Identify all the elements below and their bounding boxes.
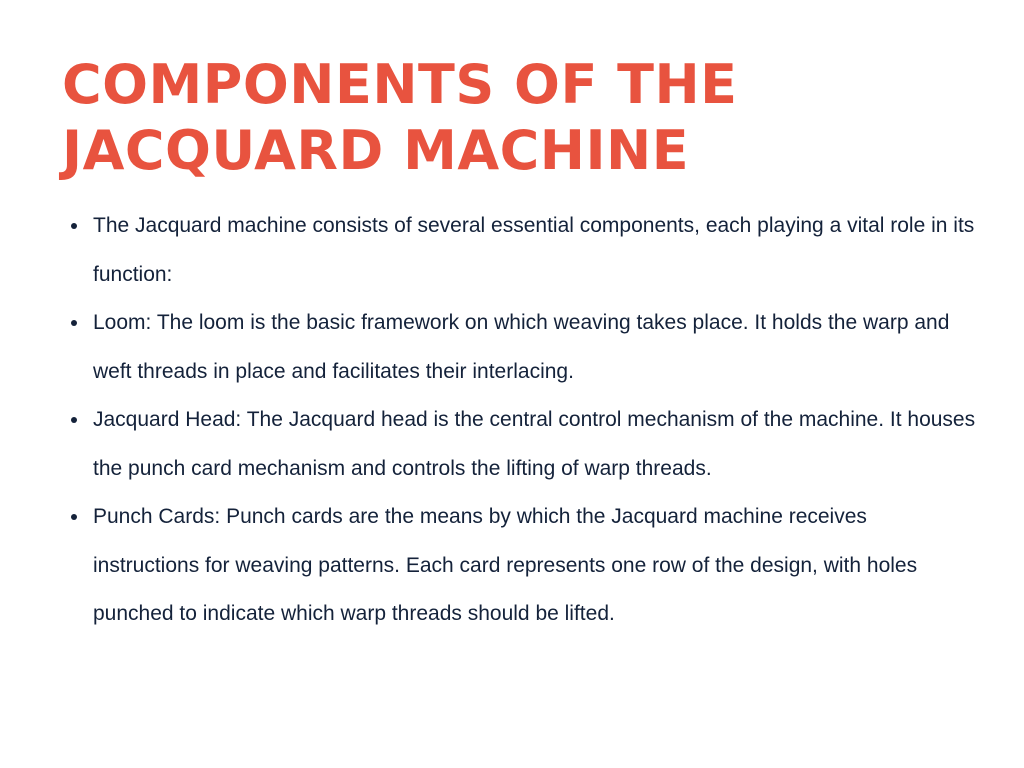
bullet-dot-icon	[71, 320, 77, 326]
list-item	[62, 299, 976, 396]
bullet-dot-icon	[71, 223, 77, 229]
slide-title: COMPONENTS OF THE JACQUARD MACHINE	[62, 53, 738, 182]
list-item	[62, 493, 976, 639]
bullet-text: Punch Cards: Punch cards are the means by which the Jacquard machine receives instructions for weaving patterns. Each card represents one row of the design, with holes punched to indicate which warp threads should be lifted.	[93, 505, 918, 625]
bullet-dot-icon	[71, 417, 77, 423]
bullet-dot-icon	[71, 514, 77, 520]
bullet-list	[62, 202, 976, 639]
list-item	[62, 202, 976, 299]
list-item	[62, 396, 976, 493]
bullet-text: Jacquard Head: The Jacquard head is the central control mechanism of the machine. It houses the punch card mechanism and controls the lifting of warp threads.	[93, 408, 976, 480]
bullet-text: The Jacquard machine consists of several essential components, each playing a vital role in its function:	[93, 214, 975, 286]
bullet-text: Loom: The loom is the basic framework on which weaving takes place. It holds the warp and weft threads in place and facilitates their interlacing.	[93, 311, 950, 383]
